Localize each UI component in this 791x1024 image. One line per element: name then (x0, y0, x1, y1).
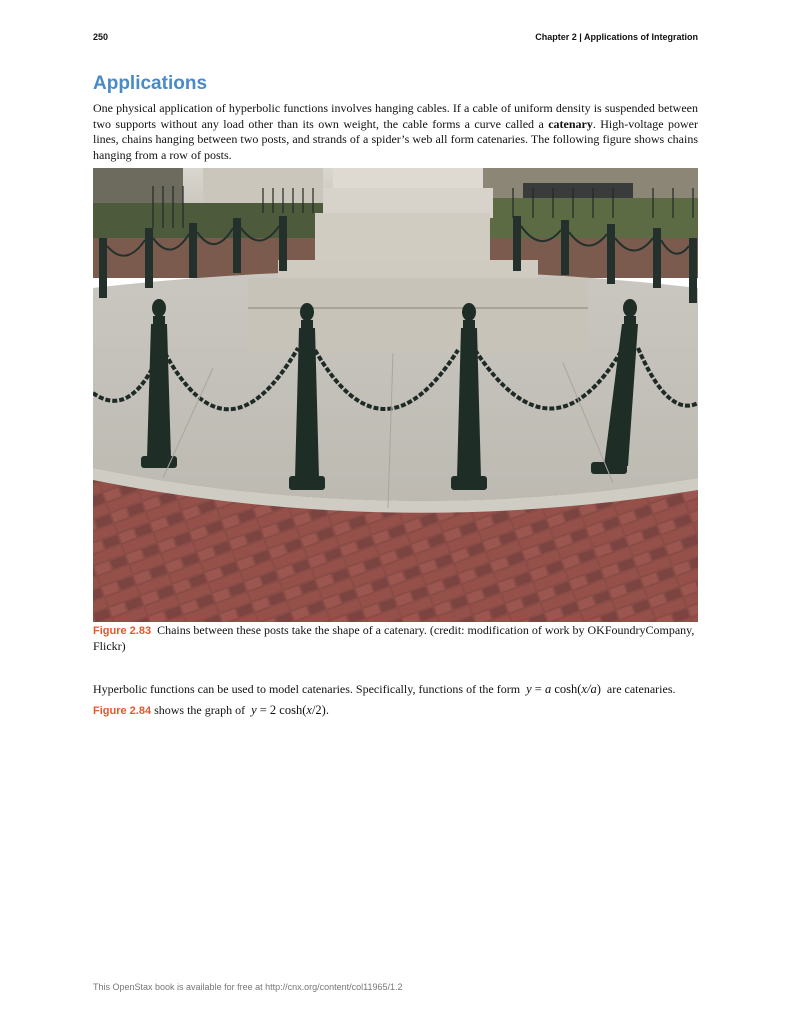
formula-equals: = (531, 682, 545, 696)
intro-text-1: One physical application of hyperbolic functions involves hanging cables. If a cable of uniform density is suspended between two supports without any load other than its own weight, the cable forms a curve called a (93, 101, 698, 131)
formula-cosh: cosh( (551, 682, 582, 696)
body-text-3: shows the graph of (154, 703, 246, 717)
running-header (535, 32, 698, 42)
formula-close: ) (596, 682, 601, 696)
catenary-photo (93, 168, 698, 622)
formula-var-y: y (526, 682, 532, 696)
body-text-1: Hyperbolic functions can be used to model catenaries. Specifically, functions of the form (93, 682, 521, 696)
formula2-var-x: x (306, 703, 312, 717)
body-text-2: are catenaries. (606, 682, 676, 696)
formula2-var-y: y (251, 703, 257, 717)
chapter-title: Chapter 2 | Applications of Integration (535, 32, 698, 42)
formula-var-a: a (544, 682, 552, 696)
figure-caption-text: Chains between these posts take the shape of a catenary. (credit: modification of work by OKFoundryCompany, Flickr) (93, 623, 695, 653)
formula2-close: /2). (311, 703, 329, 717)
intro-paragraph (93, 101, 698, 163)
page-footer: This OpenStax book is available for free at http://cnx.org/content/col11965/1.2 (93, 982, 403, 992)
formula-arg: x/a (581, 682, 597, 696)
catenary-paragraph (93, 679, 698, 722)
page-number: 250 (93, 32, 109, 42)
figure-2-84-link[interactable]: Figure 2.84 (93, 705, 152, 717)
formula-specific (251, 703, 329, 717)
section-title: Applications (93, 73, 208, 94)
term-catenary: catenary (548, 116, 593, 131)
intro-text-2: . High-voltage power lines, chains hanging between two posts, and strands of a spider’s web all form catenaries. The following figure shows chains hanging from a row of posts. (93, 116, 698, 162)
figure-label: Figure 2.83 (93, 625, 152, 637)
formula-general (526, 682, 601, 696)
figure-caption (93, 623, 698, 654)
formula2-rhs: = 2 cosh( (256, 703, 307, 717)
